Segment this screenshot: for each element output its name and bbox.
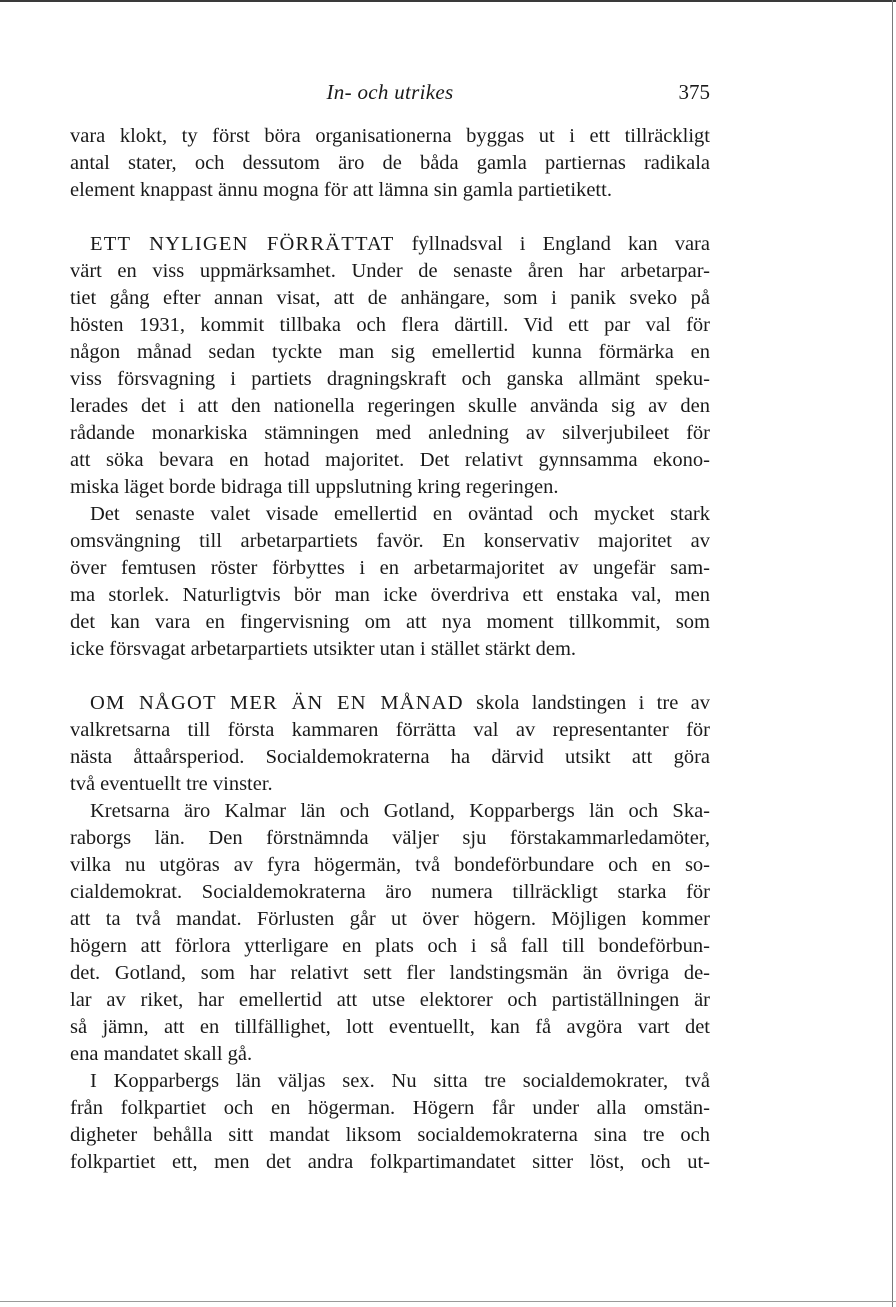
page-top-edge (0, 0, 896, 2)
text-line: raborgs län. Den förstnämnda väljer sju förstakammarledamöter, (70, 827, 710, 849)
text-line: så jämn, att en tillfällighet, lott eventuellt, kan få avgöra vart det (70, 1016, 710, 1038)
text-line: Det senaste valet visade emellertid en oväntad och mycket stark (90, 503, 710, 525)
text-line: ma storlek. Naturligtvis bör man icke överdriva ett enstaka val, men (70, 584, 710, 606)
text-line: högern att förlora ytterligare en plats och i så fall till bondeförbun- (70, 935, 710, 957)
text-line: det. Gotland, som har relativt sett fler landstingsmän än övriga de- (70, 962, 710, 984)
text-fragment: fyllnadsval i England kan vara (394, 233, 710, 255)
page-right-edge (892, 0, 893, 1307)
paragraph (70, 690, 710, 798)
paragraph (70, 501, 710, 663)
page-bottom-edge (0, 1301, 896, 1302)
text-line: att söka bevara en hotad majoritet. Det relativt gynnsamma ekono- (70, 449, 710, 471)
text-line: digheter behålla sitt mandat liksom socialdemokraterna sina tre och (70, 1124, 710, 1146)
text-line: ena mandatet skall gå. (70, 1043, 253, 1065)
text-line: I Kopparbergs län väljas sex. Nu sitta tre socialdemokrater, två (90, 1070, 710, 1092)
text-line: värt en viss uppmärksamhet. Under de senaste åren har arbetarpar- (70, 260, 710, 282)
text-line: vilka nu utgöras av fyra högermän, två bondeförbundare och en so- (70, 854, 710, 876)
text-line: det kan vara en fingervisning om att nya moment tillkommit, som (70, 611, 710, 633)
text-line: lar av riket, har emellertid att utse elektorer och partiställningen är (70, 989, 710, 1011)
text-fragment: skola landstingen i tre av (463, 692, 710, 714)
text-line: folkpartiet ett, men det andra folkpartimandatet sitter löst, och ut- (70, 1151, 710, 1173)
text-line: tiet gång efter annan visat, att de anhängare, som i panik sveko på (70, 287, 710, 309)
body-text (70, 123, 710, 1176)
text-line: två eventuellt tre vinster. (70, 773, 273, 795)
paragraph (70, 231, 710, 501)
page-number: 375 (678, 80, 710, 104)
text-line: vara klokt, ty först böra organisationerna byggas ut i ett tillräckligt (70, 125, 710, 147)
paragraph (70, 798, 710, 1068)
running-head (70, 80, 710, 112)
text-line: någon månad sedan tyckte man sig emellertid kunna förmärka en (70, 341, 710, 363)
text-line: hösten 1931, kommit tillbaka och flera därtill. Vid ett par val för (70, 314, 710, 336)
text-line: Kretsarna äro Kalmar län och Gotland, Kopparbergs län och Ska- (90, 800, 710, 822)
text-line: att ta två mandat. Förlusten går ut över högern. Möjligen kommer (70, 908, 710, 930)
text-line: omsvängning till arbetarpartiets favör. En konservativ majoritet av (70, 530, 710, 552)
section-gap (70, 663, 710, 690)
section-lead: ETT NYLIGEN FÖRRÄTTAT (90, 233, 395, 255)
section-gap (70, 204, 710, 231)
text-line: icke försvagat arbetarpartiets utsikter utan i stället stärkt dem. (70, 638, 577, 660)
text-line: viss försvagning i partiets dragningskraft och ganska allmänt speku- (70, 368, 710, 390)
text-line: från folkpartiet och en högerman. Högern får under alla omstän- (70, 1097, 710, 1119)
text-line (70, 231, 710, 258)
text-line (70, 690, 710, 717)
text-line: miska läget borde bidraga till uppslutning kring regeringen. (70, 476, 559, 498)
text-line: nästa åttaårsperiod. Socialdemokraterna ha därvid utsikt att göra (70, 746, 710, 768)
text-line: cialdemokrat. Socialdemokraterna äro numera tillräckligt starka för (70, 881, 710, 903)
text-line: lerades det i att den nationella regeringen skulle använda sig av den (70, 395, 710, 417)
text-line: valkretsarna till första kammaren förrätta val av representanter för (70, 719, 710, 741)
text-line: antal stater, och dessutom äro de båda gamla partiernas radikala (70, 152, 710, 174)
running-title: In- och utrikes (326, 80, 454, 104)
text-line: rådande monarkiska stämningen med anledning av silverjubileet för (70, 422, 710, 444)
section-lead: OM NÅGOT MER ÄN EN MÅNAD (90, 692, 464, 714)
text-line: element knappast ännu mogna för att lämna sin gamla partietikett. (70, 179, 612, 201)
paragraph (70, 123, 710, 204)
paragraph (70, 1068, 710, 1176)
text-line: över femtusen röster förbyttes i en arbetarmajoritet av ungefär sam- (70, 557, 710, 579)
